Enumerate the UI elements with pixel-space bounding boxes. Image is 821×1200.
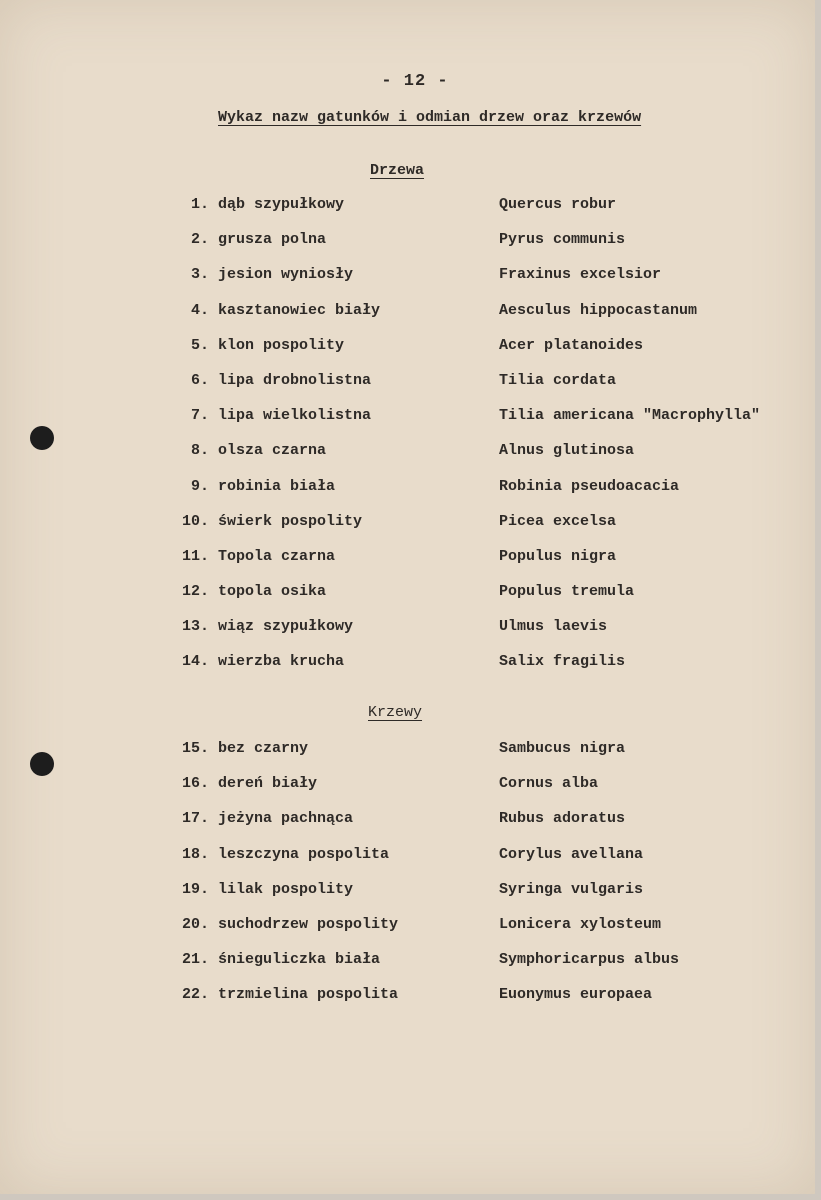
list-item	[0, 266, 815, 301]
list-item	[0, 583, 815, 618]
polish-name: olsza czarna	[218, 442, 327, 460]
item-number: 17.	[181, 810, 209, 828]
latin-name: Populus tremula	[499, 583, 635, 601]
item-number: 6.	[190, 371, 209, 389]
latin-name: Aesculus hippocastanum	[499, 301, 698, 319]
polish-name: lipa wielkolistna	[218, 407, 372, 425]
item-number: 20.	[181, 915, 209, 933]
list-item	[0, 653, 815, 688]
polish-name: klon pospolity	[218, 336, 345, 354]
latin-name: Alnus glutinosa	[499, 442, 635, 460]
polish-name: grusza polna	[218, 231, 327, 249]
section-heading-shrubs: Krzewy	[368, 704, 423, 721]
polish-name: dereń biały	[218, 775, 318, 793]
list-item	[0, 196, 815, 231]
polish-name: Topola czarna	[218, 547, 336, 565]
item-number: 19.	[181, 880, 209, 898]
latin-name: Lonicera xylosteum	[499, 915, 662, 933]
list-item	[0, 810, 815, 845]
polish-name: trzmielina pospolita	[218, 986, 399, 1004]
item-number: 2.	[190, 231, 209, 249]
item-number: 22.	[181, 986, 209, 1004]
trees-list	[0, 196, 815, 689]
list-item	[0, 231, 815, 266]
item-number: 21.	[181, 951, 209, 969]
page-number: - 12 -	[381, 72, 449, 91]
list-item	[0, 372, 815, 407]
list-item	[0, 951, 815, 986]
latin-name: Symphoricarpus albus	[499, 951, 680, 969]
document-title: Wykaz nazw gatunków i odmian drzew oraz krzewów	[218, 109, 642, 126]
polish-name: kasztanowiec biały	[218, 301, 381, 319]
item-number: 1.	[190, 196, 209, 213]
list-item	[0, 775, 815, 810]
item-number: 10.	[181, 512, 209, 530]
polish-name: suchodrzew pospolity	[218, 915, 399, 933]
item-number: 5.	[190, 336, 209, 354]
polish-name: dąb szypułkowy	[218, 196, 345, 213]
latin-name: Rubus adoratus	[499, 810, 626, 828]
item-number: 7.	[190, 407, 209, 425]
polish-name: świerk pospolity	[218, 512, 363, 530]
latin-name: Fraxinus excelsior	[499, 266, 662, 284]
item-number: 13.	[181, 618, 209, 636]
latin-name: Picea excelsa	[499, 512, 617, 530]
latin-name: Pyrus communis	[499, 231, 626, 249]
polish-name: śnieguliczka biała	[218, 951, 381, 969]
polish-name: lilak pospolity	[218, 880, 354, 898]
latin-name: Quercus robur	[499, 196, 617, 213]
list-item	[0, 407, 815, 442]
polish-name: robinia biała	[218, 477, 336, 495]
latin-name: Syringa vulgaris	[499, 880, 644, 898]
latin-name: Cornus alba	[499, 775, 599, 793]
list-item	[0, 442, 815, 477]
polish-name: bez czarny	[218, 740, 309, 757]
latin-name: Robinia pseudoacacia	[499, 477, 680, 495]
polish-name: topola osika	[218, 583, 327, 601]
item-number: 18.	[181, 845, 209, 863]
polish-name: lipa drobnolistna	[218, 371, 372, 389]
latin-name: Euonymus europaea	[499, 986, 653, 1004]
list-item	[0, 740, 815, 775]
latin-name: Tilia cordata	[499, 371, 617, 389]
item-number: 15.	[181, 740, 209, 757]
item-number: 9.	[190, 477, 209, 495]
item-number: 16.	[181, 775, 209, 793]
polish-name: jesion wyniosły	[218, 266, 354, 284]
latin-name: Corylus avellana	[499, 845, 644, 863]
latin-name: Salix fragilis	[499, 653, 626, 671]
latin-name: Ulmus laevis	[499, 618, 608, 636]
list-item	[0, 513, 815, 548]
item-number: 14.	[181, 653, 209, 671]
polish-name: wierzba krucha	[218, 653, 345, 671]
list-item	[0, 337, 815, 372]
item-number: 12.	[181, 583, 209, 601]
shrubs-list	[0, 740, 815, 1022]
list-item	[0, 618, 815, 653]
polish-name: leszczyna pospolita	[218, 845, 390, 863]
list-item	[0, 302, 815, 337]
list-item	[0, 846, 815, 881]
item-number: 8.	[190, 442, 209, 460]
polish-name: jeżyna pachnąca	[218, 810, 354, 828]
latin-name: Tilia americana "Macrophylla"	[499, 407, 761, 425]
latin-name: Populus nigra	[499, 547, 617, 565]
list-item	[0, 881, 815, 916]
item-number: 11.	[181, 547, 209, 565]
list-item	[0, 478, 815, 513]
section-heading-trees: Drzewa	[370, 162, 425, 179]
list-item	[0, 548, 815, 583]
latin-name: Acer platanoides	[499, 336, 644, 354]
item-number: 4.	[190, 301, 209, 319]
latin-name: Sambucus nigra	[499, 740, 626, 757]
item-number: 3.	[190, 266, 209, 284]
polish-name: wiąz szypułkowy	[218, 618, 354, 636]
list-item	[0, 916, 815, 951]
list-item	[0, 986, 815, 1021]
